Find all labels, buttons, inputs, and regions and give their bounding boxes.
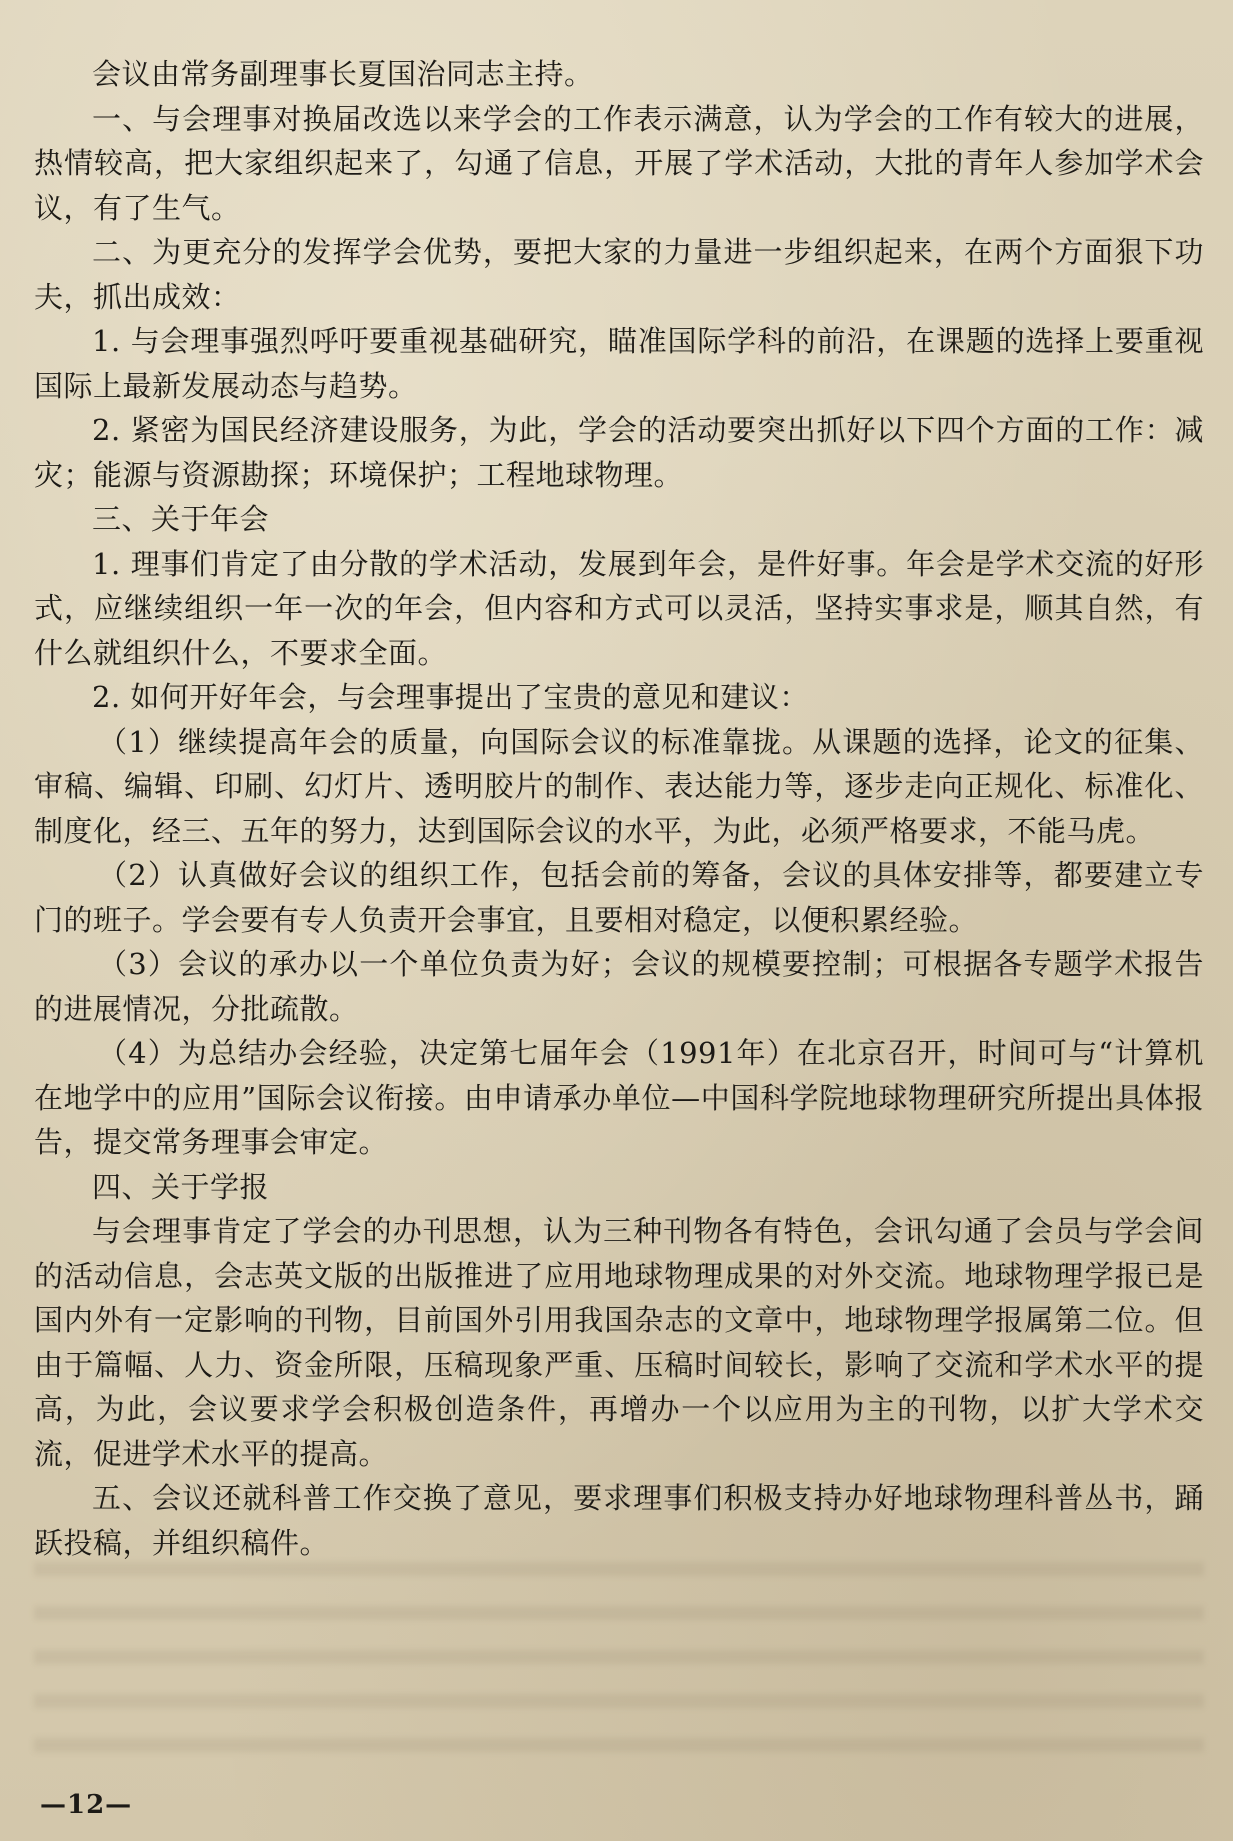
page-number: —12— [40, 1790, 133, 1820]
paragraph-section-3-item-1: 1. 理事们肯定了由分散的学术活动，发展到年会，是件好事。年会是学术交流的好形式，应继续组织一年一次的年会，但内容和方式可以灵活，坚持实事求是，顺其自然，有什么就组织什么，不要求全面。 [34, 546, 1204, 670]
paragraph-section-1: 一、与会理事对换届改选以来学会的工作表示满意，认为学会的工作有较大的进展，热情较高，把大家组织起来了，勾通了信息，开展了学术活动，大批的青年人参加学术会议，有了生气。 [34, 101, 1204, 225]
section-heading-annual-meeting: 三、关于年会 [92, 502, 270, 536]
section-heading-journal: 四、关于学报 [92, 1169, 270, 1204]
paragraph-journal: 与会理事肯定了学会的办刊思想，认为三种刊物各有特色，会讯勾通了会员与学会间的活动信息，会志英文版的出版推进了应用地球物理成果的对外交流。地球物理学报已是国内外有一定影响的刊物，目前国外引用我国杂志的文章中，地球物理学报属第二位。但由于篇幅、人力、资金所限，压稿现象严重、压稿时间较长，影响了交流和学术水平的提高，为此，会议要求学会积极创造条件，再增办一个以应用为主的刊物，以扩大学术交流，促进学术水平的提高。 [34, 1214, 1204, 1471]
paragraph-section-5: 五、会议还就科普工作交换了意见，要求理事们积极支持办好地球物理科普丛书，踊跃投稿，并组织稿件。 [34, 1481, 1204, 1560]
paragraph-suggestion-4: （4）为总结办会经验，决定第七届年会（1991年）在北京召开，时间可与“计算机在地学中的应用”国际会议衔接。由申请承办单位—中国科学院地球物理研究所提出具体报告，提交常务理事会审定。 [34, 1036, 1204, 1159]
paragraph-section-2-item-2: 2. 紧密为国民经济建设服务，为此，学会的活动要突出抓好以下四个方面的工作：减灾；能源与资源勘探；环境保护；工程地球物理。 [34, 413, 1204, 492]
paragraph-section-2: 二、为更充分的发挥学会优势，要把大家的力量进一步组织起来，在两个方面狠下功夫，抓出成效： [34, 235, 1204, 314]
paragraph-suggestion-2: （2）认真做好会议的组织工作，包括会前的筹备，会议的具体安排等，都要建立专门的班子。学会要有专人负责开会事宜，且要相对稳定，以便积累经验。 [34, 858, 1204, 937]
paragraph-intro: 会议由常务副理事长夏国治同志主持。 [92, 57, 594, 91]
bleed-through-texture [34, 1562, 1204, 1762]
paragraph-suggestion-1: （1）继续提高年会的质量，向国际会议的标准靠拢。从课题的选择，论文的征集、审稿、编辑、印刷、幻灯片、透明胶片的制作、表达能力等，逐步走向正规化、标准化、制度化，经三、五年的努力，达到国际会议的水平，为此，必须严格要求，不能马虎。 [34, 724, 1204, 848]
paragraph-section-2-item-1: 1. 与会理事强烈呼吁要重视基础研究，瞄准国际学科的前沿，在课题的选择上要重视国际上最新发展动态与趋势。 [34, 324, 1204, 403]
paragraph-suggestion-3: （3）会议的承办以一个单位负责为好；会议的规模要控制；可根据各专题学术报告的进展情况，分批疏散。 [34, 947, 1204, 1026]
paragraph-section-3-item-2: 2. 如何开好年会，与会理事提出了宝贵的意见和建议： [92, 680, 809, 714]
document-body [34, 52, 1204, 1565]
